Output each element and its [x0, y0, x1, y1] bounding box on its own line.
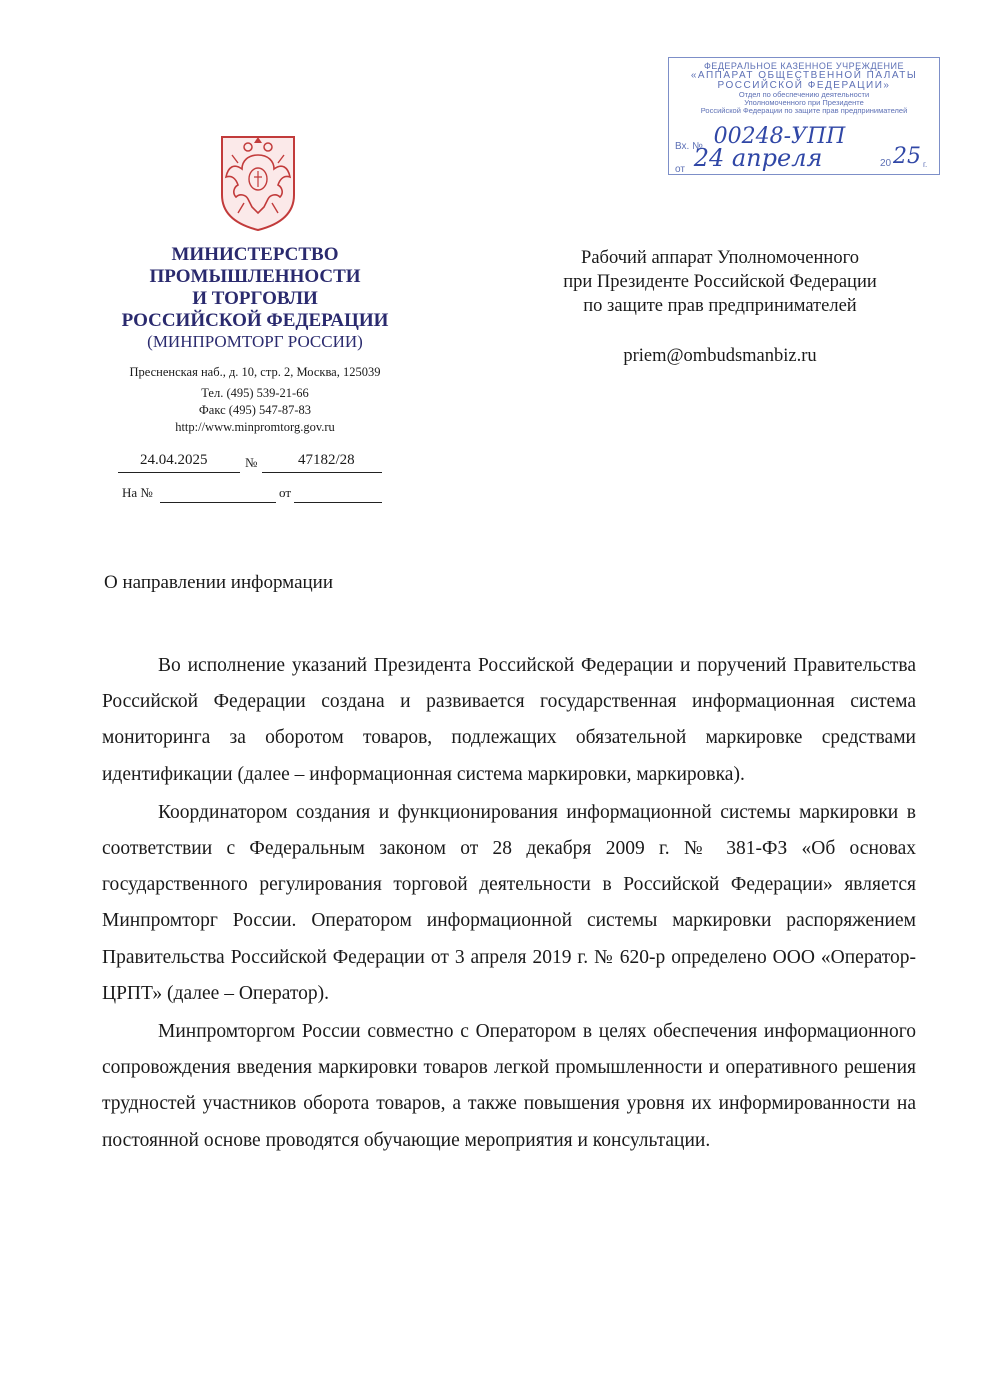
ministry-name-line: РОССИЙСКОЙ ФЕДЕРАЦИИ — [121, 310, 389, 331]
stamp-line: РОССИЙСКОЙ ФЕДЕРАЦИИ» — [717, 80, 891, 91]
stamp-year: 25 — [893, 144, 921, 169]
coat-of-arms-emblem — [218, 133, 298, 233]
ministry-name-line: МИНИСТЕРСТВО — [171, 244, 339, 265]
body-paragraph: Минпромторгом России совместно с Оператором в целях обеспечения информационного сопровождения введения маркировки товаров легкой промышленности и оперативного решения трудностей участников оборота товаров, а также повышения уровня их информированности на постоянной основе проводятся обучающие мероприятия и консультации. — [102, 1021, 916, 1151]
recipient-email: priem@ombudsmanbiz.ru — [623, 346, 817, 366]
stamp-line: «АППАРАТ ОБЩЕСТВЕННОЙ ПАЛАТЫ — [690, 70, 918, 81]
ministry-name-line: И ТОРГОВЛИ — [192, 288, 318, 309]
ministry-website: http://www.minpromtorg.gov.ru — [175, 420, 335, 434]
recipient-line: по защите прав предпринимателей — [583, 296, 857, 316]
stamp-in-number: 00248-УПП — [713, 124, 846, 149]
stamp-line: ФЕДЕРАЛЬНОЕ КАЗЕННОЕ УЧРЕЖДЕНИЕ — [703, 61, 905, 71]
ministry-address: Пресненская наб., д. 10, стр. 2, Москва, 125039 — [129, 365, 381, 379]
recipient-block — [500, 246, 940, 318]
date-underline — [118, 472, 240, 473]
stamp-in-label: Вх. № — [675, 141, 703, 152]
outgoing-date: 24.04.2025 — [140, 452, 208, 468]
ministry-phone: Тел. (495) 539-21-66 — [201, 386, 309, 400]
stamp-from-label: от — [675, 164, 685, 175]
reference-label: На № — [122, 485, 153, 500]
reference-underline — [160, 502, 276, 503]
body-paragraph: Во исполнение указаний Президента Российской Федерации и поручений Правительства Российской Федерации создана и развивается государственная информационная система мониторинга за оборотом товаров, подлежащих обязательной маркировке средствами идентификации (далее – информационная система маркировки, маркировка). — [102, 655, 916, 785]
reference-from-label: от — [279, 485, 292, 500]
number-label: № — [245, 455, 258, 470]
stamp-line: Отдел по обеспечению деятельности — [738, 90, 870, 99]
registration-stamp — [668, 57, 940, 175]
recipient-line: при Президенте Российской Федерации — [563, 272, 877, 292]
number-underline — [262, 472, 382, 473]
outgoing-number: 47182/28 — [298, 452, 355, 468]
body-paragraph: Координатором создания и функционирования информационной системы маркировки в соответствии с Федеральным законом от 28 декабря 2009 г. № 381-ФЗ «Об основах государственного регулирования торговой деятельности в Российской Федерации» является Минпромторг России. Оператором информационной системы маркировки распоряжением Правительства Российской Федерации от 3 апреля 2019 г. № 620-р определено ООО «Оператор-ЦРПТ» (далее – Оператор). — [102, 801, 916, 1004]
ministry-abbreviation: (МИНПРОМТОРГ РОССИИ) — [147, 332, 363, 351]
letter-subject: О направлении информации — [104, 572, 334, 593]
stamp-year-prefix: 20 — [880, 158, 892, 169]
ministry-header — [100, 244, 410, 436]
ministry-name-line: ПРОМЫШЛЕННОСТИ — [149, 266, 361, 287]
stamp-line: Уполномоченного при Президенте — [744, 98, 864, 107]
reference-date-underline — [294, 502, 382, 503]
stamp-year-suffix: г. — [923, 160, 928, 169]
ministry-fax: Факс (495) 547-87-83 — [198, 403, 312, 417]
stamp-line: Российской Федерации по защите прав предпринимателей — [700, 106, 908, 115]
letter-body — [102, 648, 916, 1159]
stamp-date: 24 апреля — [693, 144, 823, 172]
recipient-line: Рабочий аппарат Уполномоченного — [581, 248, 859, 268]
